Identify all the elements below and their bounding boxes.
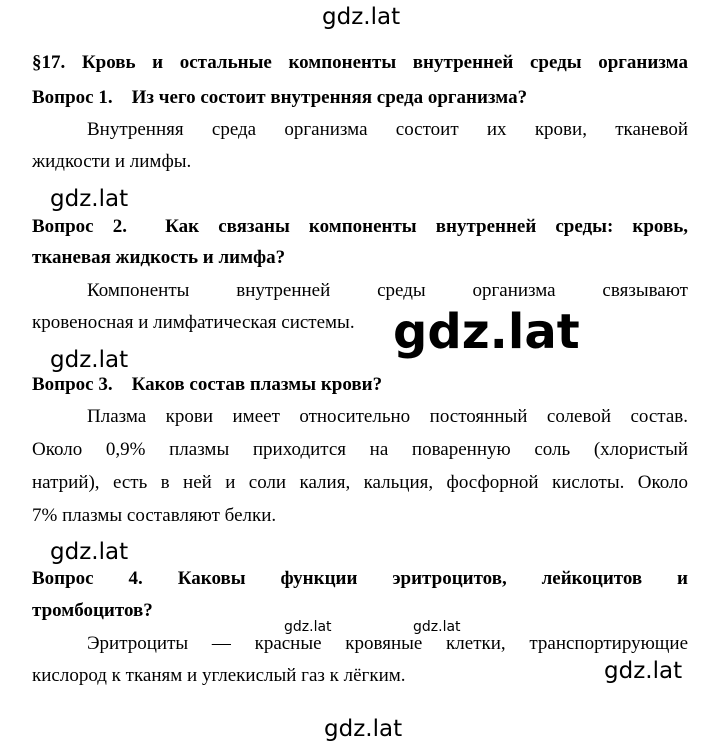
question-1: [32, 88, 527, 107]
answer-1-line-1: Внутренняя среда организма состоит их крови, тканевой: [87, 119, 688, 140]
answer-2-line-2: кровеносная и лимфатическая системы.: [32, 312, 355, 333]
watermark-small-1: gdz.lat: [284, 619, 332, 635]
question-3-text: Каков состав плазмы крови?: [131, 374, 383, 395]
question-2-label: Вопрос 2.: [32, 216, 127, 237]
question-2-line-1: [32, 217, 688, 236]
answer-3-line-4: 7% плазмы составляют белки.: [32, 505, 277, 526]
watermark-left-1: gdz.lat: [50, 186, 129, 212]
watermark-large: gdz.lat: [393, 304, 580, 360]
watermark-left-3: gdz.lat: [50, 539, 129, 565]
question-4-text-1: Каковы функции эритроцитов, лейкоцитов и: [177, 568, 689, 589]
answer-4-line-2: кислород к тканям и углекислый газ к лёгким.: [32, 665, 406, 686]
question-3: [32, 375, 382, 394]
question-1-text: Из чего состоит внутренняя среда организма?: [131, 87, 528, 108]
answer-2-line-1: Компоненты внутренней среды организма связывают: [87, 280, 688, 301]
section-title: §17. Кровь и остальные компоненты внутренней среды организма: [32, 52, 688, 73]
answer-3-line-1: Плазма крови имеет относительно постоянный солевой состав.: [87, 406, 688, 427]
watermark-right: gdz.lat: [604, 658, 683, 684]
question-4-line-1: [32, 569, 688, 588]
question-2-text-1: Как связаны компоненты внутренней среды: кровь,: [165, 216, 689, 237]
watermark-small-2: gdz.lat: [413, 619, 461, 635]
question-4-line-2: тромбоцитов?: [32, 600, 153, 621]
watermark-bottom: gdz.lat: [324, 716, 403, 742]
question-3-label: Вопрос 3.: [32, 374, 113, 395]
answer-3-line-3: натрий), есть в ней и соли калия, кальция, фосфорной кислоты. Около: [32, 472, 688, 493]
answer-3-line-2: Около 0,9% плазмы приходится на поваренную соль (хлористый: [32, 439, 688, 460]
question-2-line-2: тканевая жидкость и лимфа?: [32, 247, 286, 268]
answer-4-line-1: Эритроциты — красные кровяные клетки, транспортирующие: [87, 633, 688, 654]
watermark-top: gdz.lat: [322, 4, 401, 30]
watermark-left-2: gdz.lat: [50, 347, 129, 373]
answer-1-line-2: жидкости и лимфы.: [32, 151, 192, 172]
question-4-label: Вопрос 4.: [32, 568, 143, 589]
question-1-label: Вопрос 1.: [32, 87, 113, 108]
